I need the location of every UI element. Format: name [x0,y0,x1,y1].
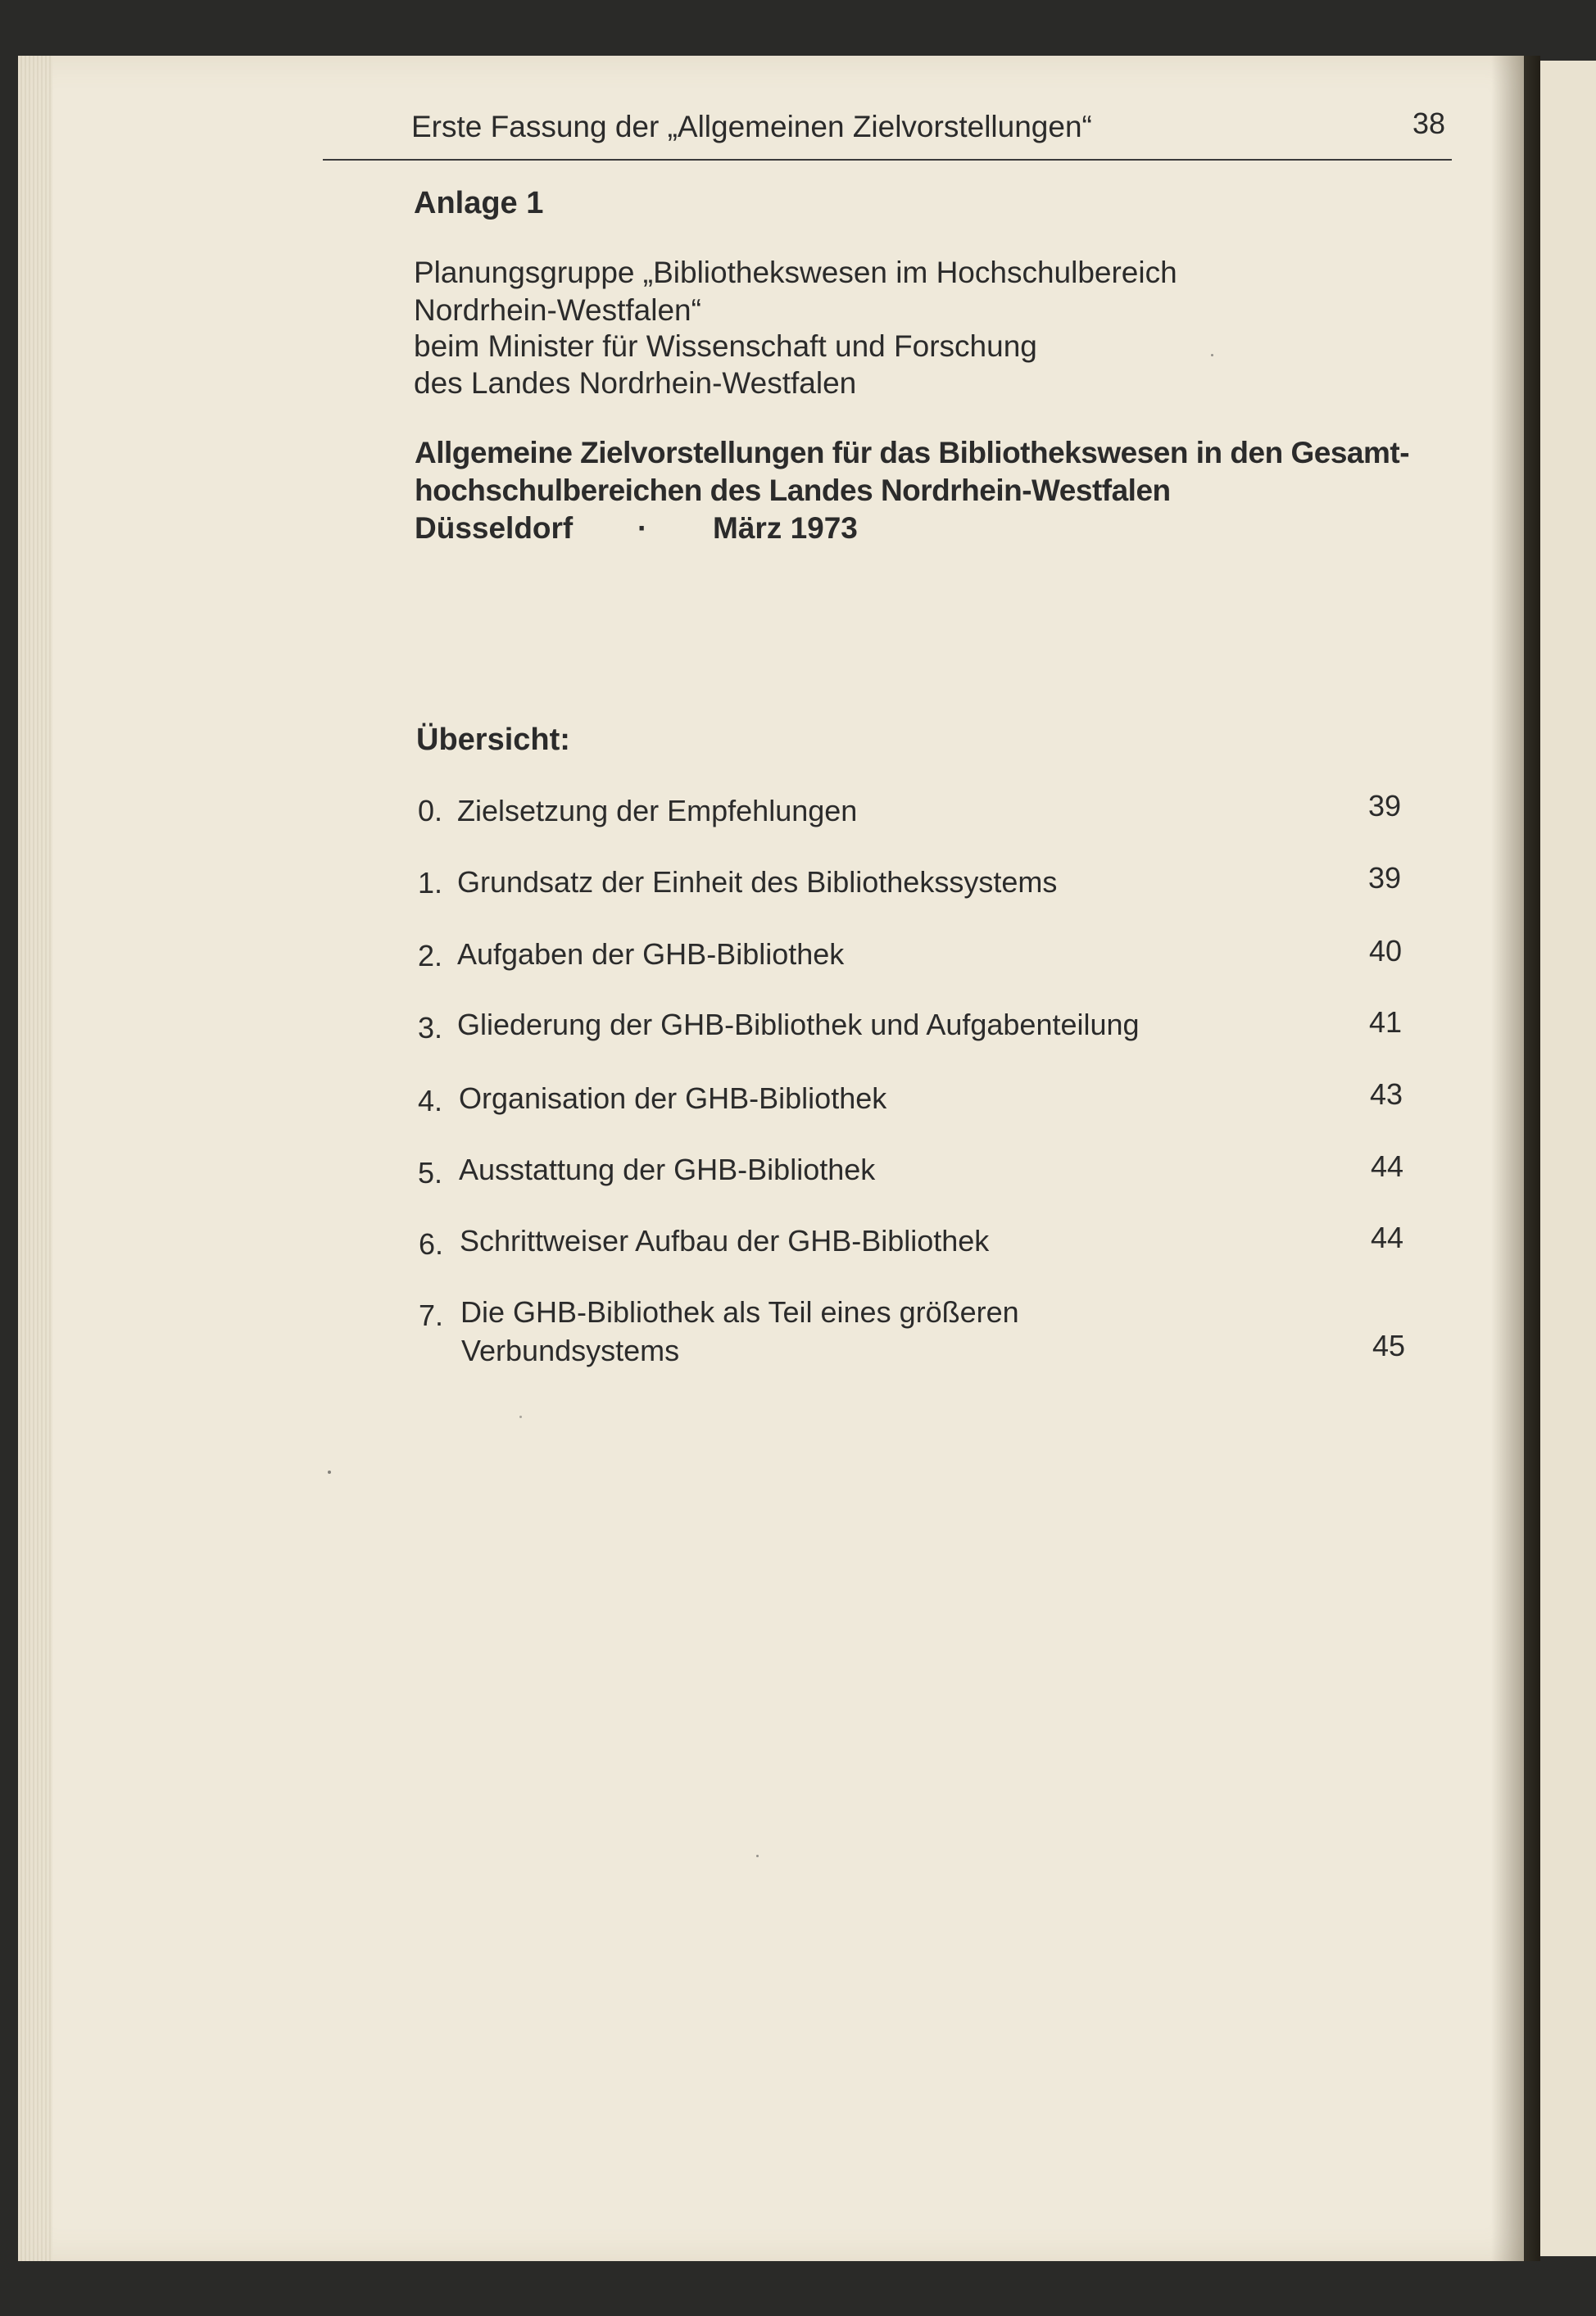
toc-number: 0. [418,794,443,827]
document-date: März 1973 [713,511,858,545]
document-title-line: Allgemeine Zielvorstellungen für das Bibliothekswesen in den Gesamt- [415,436,1410,469]
toc-number: 5. [418,1156,443,1190]
issuer-line: des Landes Nordrhein-Westfalen [414,366,857,400]
toc-page: 44 [1370,1221,1403,1254]
toc-page: 45 [1372,1329,1405,1362]
toc-title: Zielsetzung der Empfehlungen [457,794,858,827]
toc-title: Schrittweiser Aufbau der GHB-Bibliothek [460,1224,990,1258]
document-separator: · [637,511,648,545]
issuer-line: Planungsgruppe „Bibliothekswesen im Hochschulbereich [414,256,1177,289]
page-number: 38 [1412,107,1446,140]
toc-number: 4. [418,1084,443,1117]
toc-title: Grundsatz der Einheit des Bibliothekssystems [457,865,1058,899]
scan-speck [1211,354,1213,356]
scan-speck [328,1471,331,1474]
document-title-line: hochschulbereichen des Landes Nordrhein-Westfalen [415,474,1171,507]
toc-title-continued: Verbundsystems [461,1334,680,1367]
toc-title: Gliederung der GHB-Bibliothek und Aufgabenteilung [457,1008,1140,1041]
page-edge-stack [18,56,52,2261]
toc-number: 7. [419,1299,444,1332]
overview-heading: Übersicht: [416,723,570,757]
facing-page-edge [1540,61,1596,2256]
toc-page: 43 [1369,1077,1403,1111]
issuer-line: beim Minister für Wissenschaft und Forschung [414,329,1037,363]
toc-title: Organisation der GHB-Bibliothek [459,1081,887,1115]
toc-number: 1. [418,866,443,900]
toc-title: Die GHB-Bibliothek als Teil eines größeren [460,1295,1019,1329]
scan-speck [756,1855,759,1857]
toc-title: Aufgaben der GHB-Bibliothek [457,937,845,971]
toc-title: Ausstattung der GHB-Bibliothek [459,1153,876,1186]
spine-shadow [1491,56,1540,2261]
header-rule [323,159,1452,161]
toc-number: 3. [418,1011,443,1045]
running-title: Erste Fassung der „Allgemeinen Zielvorstellungen“ [411,110,1092,143]
toc-page: 44 [1370,1149,1403,1183]
toc-page: 41 [1368,1005,1402,1039]
scan-speck [519,1416,522,1418]
issuer-line: Nordrhein-Westfalen“ [414,293,701,327]
annex-label: Anlage 1 [414,186,544,220]
toc-number: 6. [419,1227,444,1261]
toc-page: 39 [1367,861,1401,895]
toc-page: 39 [1367,789,1401,823]
toc-number: 2. [418,939,443,972]
toc-page: 40 [1368,934,1402,968]
document-place: Düsseldorf [415,511,574,545]
